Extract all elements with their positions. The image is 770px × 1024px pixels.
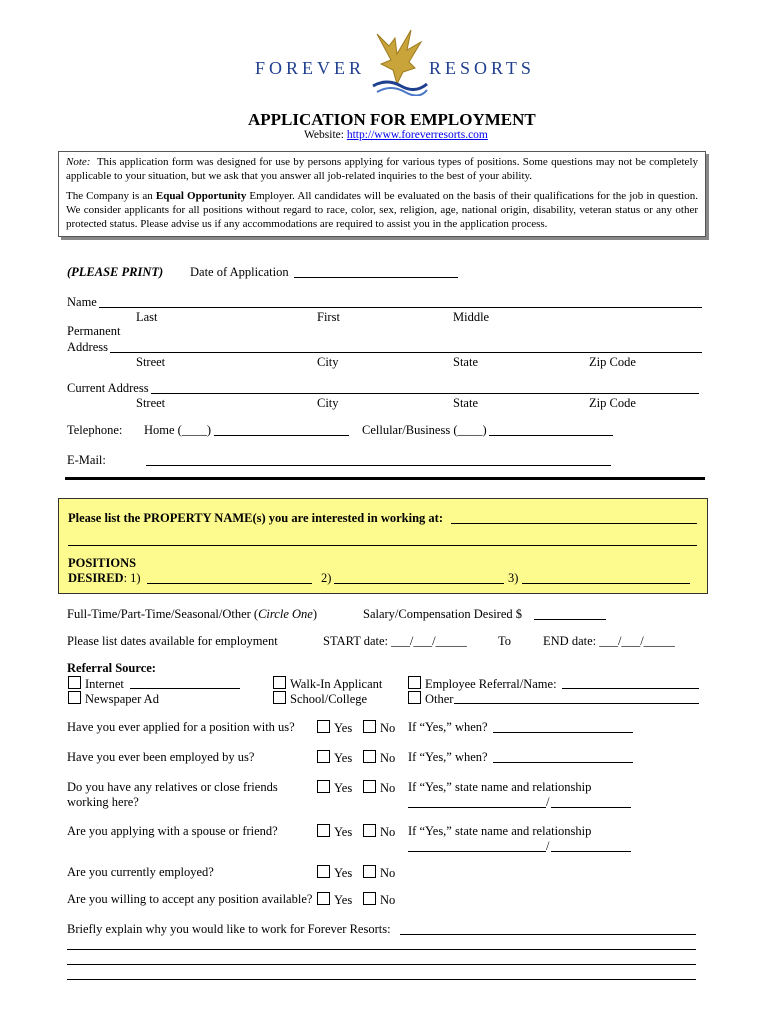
logo xyxy=(255,28,540,96)
q5-yes-checkbox[interactable] xyxy=(317,865,330,878)
note-text: This application form was designed for use by persons applying for various types of positions. Some questions may not be completely applicable to your situation, but we ask that you answer all job-related inquiries to the best of your ability. xyxy=(66,156,698,182)
yes-label: Yes xyxy=(334,866,353,880)
internet-label: Internet xyxy=(85,677,124,691)
q3-relationship-field[interactable] xyxy=(551,807,631,808)
eeo-prefix: The Company is an xyxy=(66,190,156,202)
explain-field-2[interactable] xyxy=(67,949,696,950)
zip-label: Zip Code xyxy=(589,355,636,369)
yes-label: Yes xyxy=(334,751,353,765)
q6-no[interactable] xyxy=(363,892,395,908)
note-box xyxy=(58,151,706,237)
q5-yes[interactable] xyxy=(317,865,352,881)
note-paragraph xyxy=(66,155,698,183)
walkin-checkbox[interactable] xyxy=(273,676,286,689)
q1-if-yes-label: If “Yes,” when? xyxy=(408,720,488,734)
current-address-field[interactable] xyxy=(151,393,699,394)
walkin-label: Walk-In Applicant xyxy=(290,677,383,691)
last-label: Last xyxy=(136,310,158,324)
q3-no[interactable] xyxy=(363,780,395,796)
no-label: No xyxy=(380,825,396,839)
no-label: No xyxy=(380,721,396,735)
referral-school[interactable] xyxy=(273,691,367,707)
question-employed-before: Have you ever been employed by us? xyxy=(67,750,255,764)
q3-name-field[interactable] xyxy=(408,807,546,808)
city-label: City xyxy=(317,355,339,369)
position-3-label: 3) xyxy=(508,571,519,585)
q1-yes[interactable] xyxy=(317,720,352,736)
website-line xyxy=(304,129,488,141)
property-field-2[interactable] xyxy=(68,545,697,546)
section-divider xyxy=(65,477,705,480)
desired-label: DESIRED xyxy=(68,571,124,585)
logo-right-text: RESORTS xyxy=(429,58,535,78)
state-label: State xyxy=(453,396,478,410)
explain-field-3[interactable] xyxy=(67,964,696,965)
current-address-label: Current Address xyxy=(67,381,149,395)
position-2-label: 2) xyxy=(321,571,332,585)
no-label: No xyxy=(380,893,396,907)
salary-label: Salary/Compensation Desired $ xyxy=(363,607,522,621)
eeo-bold: Equal Opportunity xyxy=(155,190,247,202)
referral-internet[interactable] xyxy=(68,676,124,692)
page-title: APPLICATION FOR EMPLOYMENT xyxy=(248,110,536,129)
referral-other[interactable] xyxy=(408,691,453,707)
q1-when-field[interactable] xyxy=(493,732,633,733)
eeo-paragraph xyxy=(66,189,698,231)
fulltime-suffix: ) xyxy=(312,607,317,621)
referral-walkin[interactable] xyxy=(273,676,382,692)
logo-left-text: FOREVER xyxy=(255,58,366,78)
q2-yes-checkbox[interactable] xyxy=(317,750,330,763)
yes-label: Yes xyxy=(334,721,353,735)
question-relatives-line2: working here? xyxy=(67,795,139,809)
fulltime-prefix: Full-Time/Part-Time/Seasonal/Other ( xyxy=(67,607,259,621)
q3-if-yes-label: If “Yes,” state name and relationship xyxy=(408,780,592,794)
street-label: Street xyxy=(136,396,166,410)
employee-referral-checkbox[interactable] xyxy=(408,676,421,689)
other-field[interactable] xyxy=(454,703,699,704)
q4-name-field[interactable] xyxy=(408,851,546,852)
website-label: Website: xyxy=(304,129,344,141)
position-1-field[interactable] xyxy=(147,583,312,584)
newspaper-label: Newspaper Ad xyxy=(85,692,159,706)
email-field[interactable] xyxy=(146,465,611,466)
please-print-label: (PLEASE PRINT) xyxy=(67,265,164,279)
fulltime-line xyxy=(67,607,317,622)
positions-label: POSITIONS xyxy=(68,556,137,570)
name-field[interactable] xyxy=(99,307,702,308)
explain-field-4[interactable] xyxy=(67,979,696,980)
q2-if-yes-label: If “Yes,” when? xyxy=(408,750,488,764)
explain-label: Briefly explain why you would like to work for Forever Resorts: xyxy=(67,922,391,936)
referral-newspaper[interactable] xyxy=(68,691,159,707)
eagle-icon xyxy=(367,28,429,96)
q4-no[interactable] xyxy=(363,824,395,840)
position-3-field[interactable] xyxy=(522,583,690,584)
salary-field[interactable] xyxy=(534,619,606,620)
employee-referral-label: Employee Referral/Name: xyxy=(425,677,557,691)
position-2-field[interactable] xyxy=(334,583,504,584)
eeo-text: Employer. All candidates will be evaluated on the basis of their qualifications for the job in question. We consider applicants for all positions without regard to race, color, sex, religion, age, national origin, disability, veteran status or any other protected status. Please advise us if any accommodations are required to assist you in the application process. xyxy=(66,190,698,230)
question-applied-before: Have you ever applied for a position with us? xyxy=(67,720,295,734)
internet-field[interactable] xyxy=(130,688,240,689)
no-label: No xyxy=(380,751,396,765)
circle-one-label: Circle One xyxy=(258,607,313,621)
q4-relationship-field[interactable] xyxy=(551,851,631,852)
date-of-application-label: Date of Application xyxy=(190,265,289,279)
q4-no-checkbox[interactable] xyxy=(363,824,376,837)
q2-no-checkbox[interactable] xyxy=(363,750,376,763)
q3-yes[interactable] xyxy=(317,780,352,796)
permanent-address-field[interactable] xyxy=(110,352,702,353)
middle-label: Middle xyxy=(453,310,490,324)
q1-no[interactable] xyxy=(363,720,395,736)
street-label: Street xyxy=(136,355,166,369)
referral-title: Referral Source: xyxy=(67,661,156,675)
q2-yes[interactable] xyxy=(317,750,352,766)
home-phone-field[interactable] xyxy=(214,435,349,436)
explain-field-1[interactable] xyxy=(400,934,696,935)
q6-yes-checkbox[interactable] xyxy=(317,892,330,905)
city-label: City xyxy=(317,396,339,410)
end-date-field[interactable]: END date: ___/___/_____ xyxy=(543,634,675,648)
permanent-label: Permanent xyxy=(67,324,121,338)
to-label: To xyxy=(498,634,512,648)
property-field-1[interactable] xyxy=(451,523,697,524)
yes-label: Yes xyxy=(334,825,353,839)
date-of-application-field[interactable] xyxy=(294,277,458,278)
telephone-label: Telephone: xyxy=(67,423,123,437)
q1-no-checkbox[interactable] xyxy=(363,720,376,733)
start-date-field[interactable]: START date: ___/___/_____ xyxy=(323,634,467,648)
question-any-position: Are you willing to accept any position available? xyxy=(67,892,313,906)
cellular-phone-label: Cellular/Business (____) xyxy=(362,423,487,437)
q1-yes-checkbox[interactable] xyxy=(317,720,330,733)
desired-line xyxy=(68,571,141,586)
property-box xyxy=(58,498,708,594)
q4-if-yes-label: If “Yes,” state name and relationship xyxy=(408,824,592,838)
name-label: Name xyxy=(67,295,97,309)
q5-no-checkbox[interactable] xyxy=(363,865,376,878)
school-checkbox[interactable] xyxy=(273,691,286,704)
newspaper-checkbox[interactable] xyxy=(68,691,81,704)
no-label: No xyxy=(380,866,396,880)
state-label: State xyxy=(453,355,478,369)
q5-no[interactable] xyxy=(363,865,395,881)
q2-when-field[interactable] xyxy=(493,762,633,763)
referral-employee[interactable] xyxy=(408,676,557,692)
question-spouse-friend: Are you applying with a spouse or friend? xyxy=(67,824,278,838)
first-label: First xyxy=(317,310,340,324)
internet-checkbox[interactable] xyxy=(68,676,81,689)
employee-referral-field[interactable] xyxy=(562,688,699,689)
q6-yes[interactable] xyxy=(317,892,352,908)
yes-label: Yes xyxy=(334,893,353,907)
no-label: No xyxy=(380,781,396,795)
dates-available-label: Please list dates available for employment xyxy=(67,634,278,648)
note-label: Note: xyxy=(66,156,91,168)
zip-label: Zip Code xyxy=(589,396,636,410)
property-prompt: Please list the PROPERTY NAME(s) you are interested in working at: xyxy=(68,511,443,525)
other-checkbox[interactable] xyxy=(408,691,421,704)
q4-yes-checkbox[interactable] xyxy=(317,824,330,837)
question-relatives-line1: Do you have any relatives or close friends xyxy=(67,780,278,794)
permanent-address-label: Address xyxy=(67,340,108,354)
position-1-label: : 1) xyxy=(123,571,141,585)
cellular-phone-field[interactable] xyxy=(489,435,613,436)
q3-slash: / xyxy=(546,795,550,809)
other-label: Other xyxy=(425,692,454,706)
q3-no-checkbox[interactable] xyxy=(363,780,376,793)
q3-yes-checkbox[interactable] xyxy=(317,780,330,793)
q2-no[interactable] xyxy=(363,750,395,766)
yes-label: Yes xyxy=(334,781,353,795)
q6-no-checkbox[interactable] xyxy=(363,892,376,905)
email-label: E-Mail: xyxy=(67,453,106,467)
q4-yes[interactable] xyxy=(317,824,352,840)
school-label: School/College xyxy=(290,692,368,706)
website-link[interactable]: http://www.foreverresorts.com xyxy=(346,129,488,141)
question-currently-employed: Are you currently employed? xyxy=(67,865,214,879)
home-phone-label: Home (____) xyxy=(144,423,211,437)
q4-slash: / xyxy=(546,839,550,853)
